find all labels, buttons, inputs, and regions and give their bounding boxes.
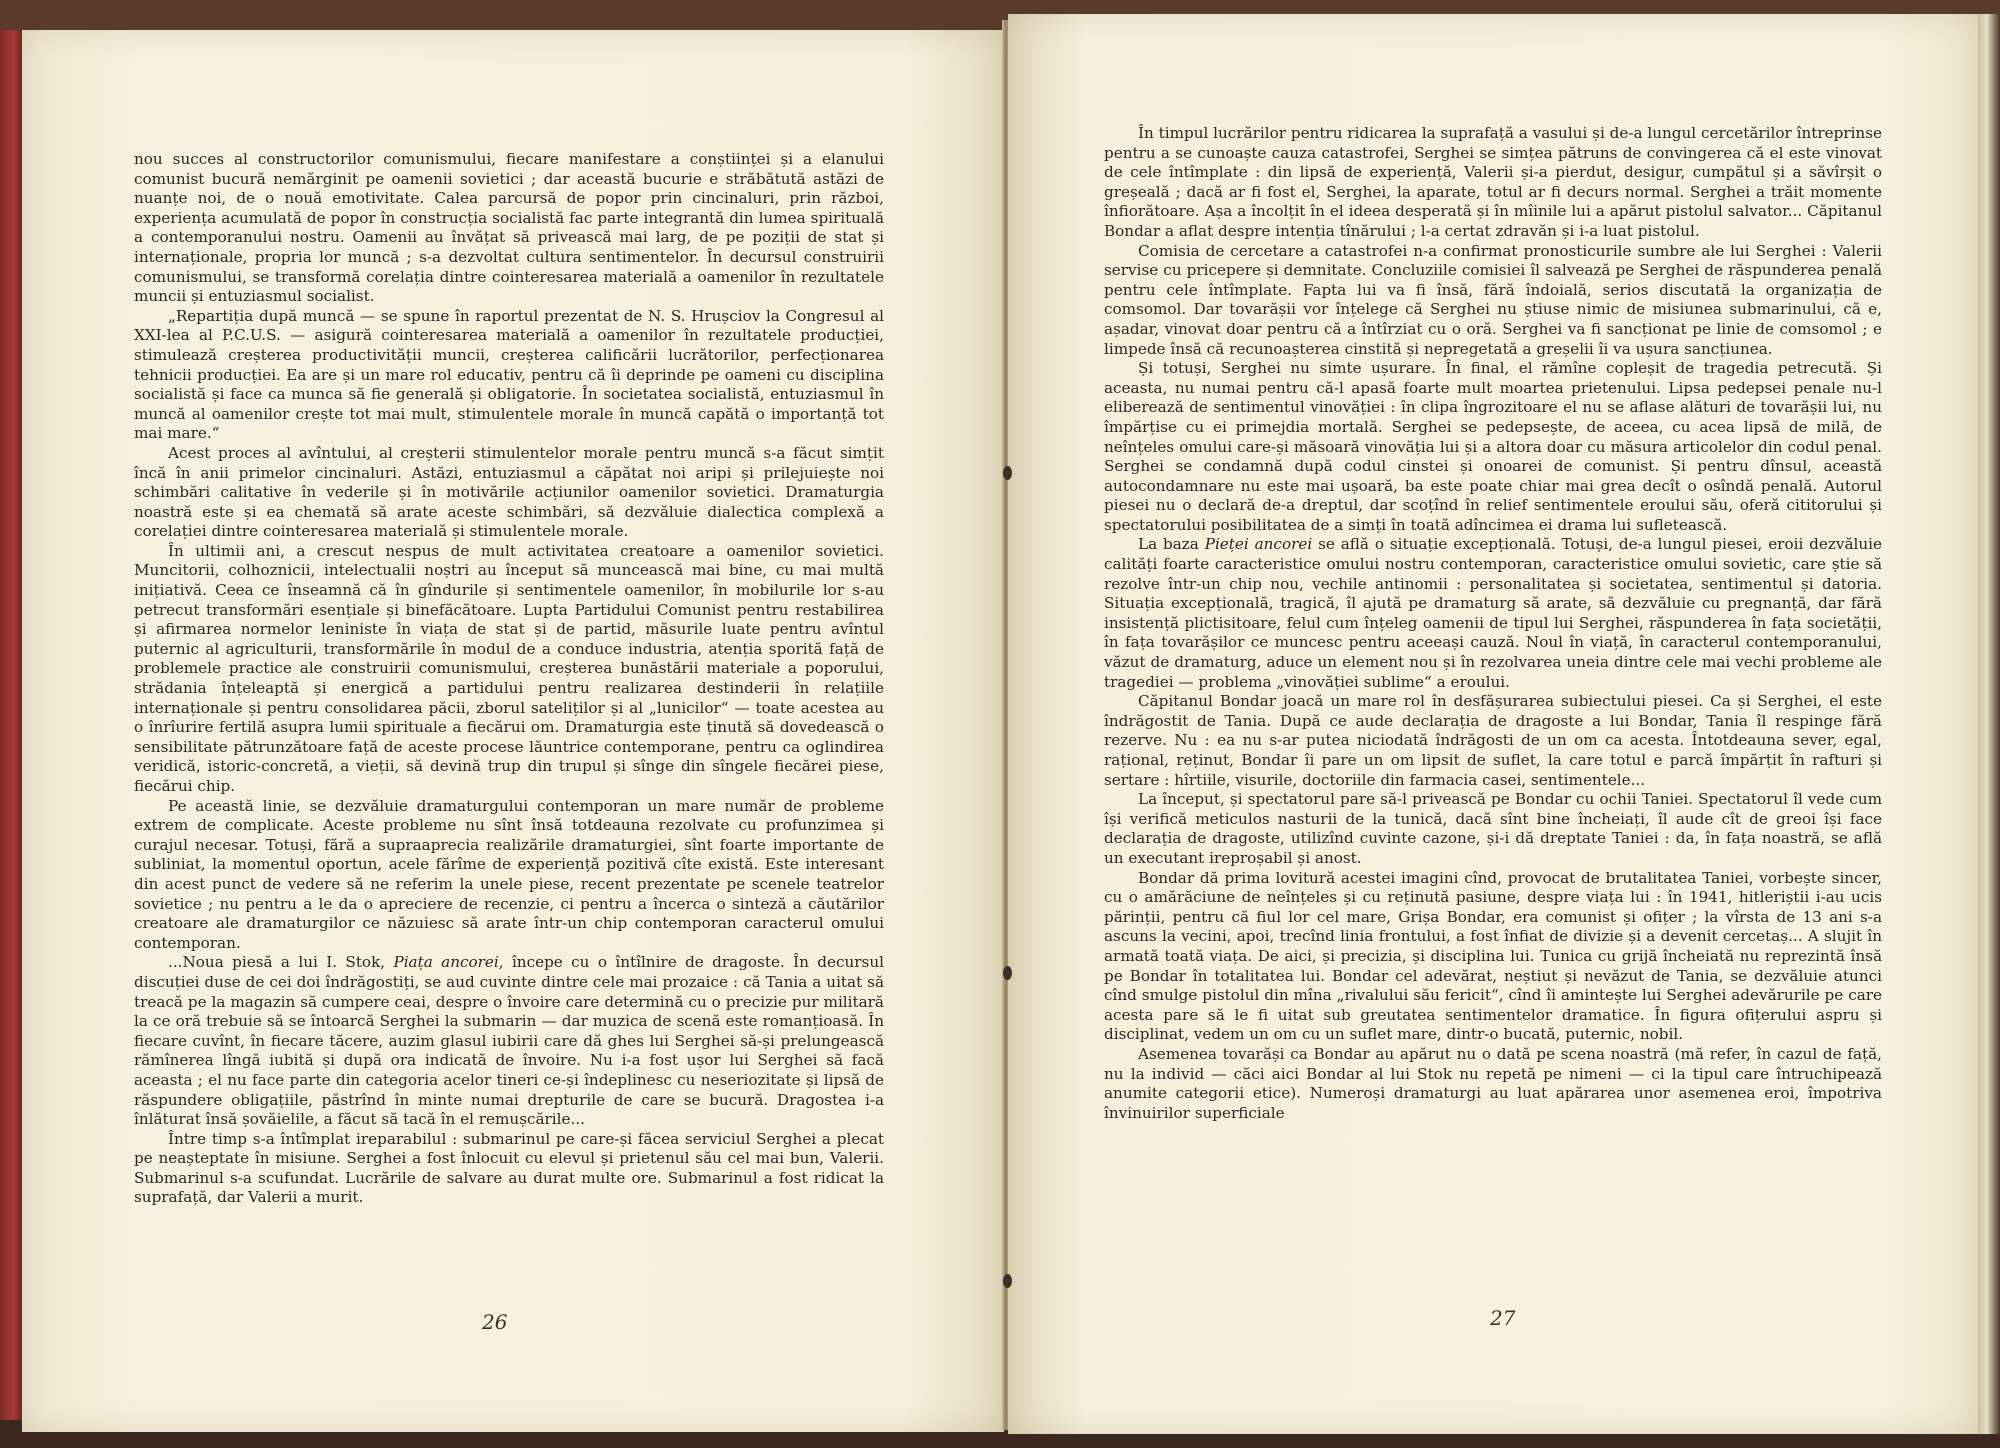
paragraph: Bondar dă prima lovitură acestei imagini cînd, provocat de brutalitatea Taniei, vorbește sincer, cu o amărăciune de neînțeles și cu reținută pasiune, despre viața lui : în 1941, hitleriștii i-au ucis părinții, pentru că fiul lor cel mare, Grișa Bondar, era comunist și ofițer ; la vîrsta de 13 ani s-a ascuns la vecini, apoi, trecînd linia frontului, a fost înfiat de divizie și a devenit cercetaș... A slujit în armată toată viața. De aici, și precizia, și disciplina lui. Tunica cu grijă încheiată nu reprezintă însă pe Bondar în totalitatea lui. Bondar cel adevărat, neștiut și nevăzut de Tania, se dezvăluie atunci cînd smulge pistolul din mîna „rivalului său fericit“, cînd îi amintește lui Serghei adevărurile pe care acesta pare să le fi uitat sub greutatea sentimentelor dramatice. În figura ofițerului aspru și disciplinat, vedem un om cu un suflet mare, dintr-o bucată, puternic, nobil. — [1104, 868, 1882, 1044]
play-title: Pieței ancorei — [1204, 535, 1313, 554]
paragraph: Acest proces al avîntului, al creșterii stimulentelor morale pentru muncă s-a făcut simțit încă în anii primelor cincinaluri. Astăzi, entuziasmul a căpătat noi aripi și prilejuiește noi schimbări calitative în vederile și în motivările acțiunilor oamenilor sovietici. Dramaturgia noastră este și ea chemată să arate aceste schimbări, să dezvăluie dialectica complexă a corelației dintre cointeresarea materială și stimulentele morale. — [134, 443, 884, 541]
page-stack-edge — [1978, 14, 2000, 1434]
paragraph: Asemenea tovarăși ca Bondar au apărut nu o dată pe scena noastră (mă refer, în cazul de față, nu la individ — căci aici Bondar al lui Stok nu repetă pe nimeni — ci la tipul care întruchipează anumite categorii etice). Numeroși dramaturgi au luat apărarea unor asemenea eroi, împotriva învinuirilor superficiale — [1104, 1044, 1882, 1122]
paragraph: La baza Pieței ancorei se află o situație excepțională. Totuși, de-a lungul piesei, eroii dezvăluie calități foarte caracteristice omului nostru contemporan, caracteristice omului sovietic, care știe să rezolve într-un chip nou, vechile antinomii : personalitatea și societatea, sentimentul și datoria. Situația excepțională, tragică, îl ajută pe dramaturg să arate, să dezvăluie cu pregnanță, dar fără insistență plictisitoare, felul cum înțeleg oamenii de tipul lui Serghei, răspunderea în fața societății, în fața tovarășilor ce muncesc pentru aceeași cauză. Noul în viață, în caracterul contemporanului, văzut de dramaturg, aduce un element nou și în rezolvarea uneia dintre cele mai vechi probleme ale tragediei — problema „vinovăției sublime“ a eroului. — [1104, 535, 1882, 691]
paragraph: Între timp s-a întîmplat ireparabilul : submarinul pe care-și făcea serviciul Serghei a plecat pe neașteptate în misiune. Serghei a fost înlocuit cu elevul și prietenul său cel mai bun, Valerii. Submarinul s-a scufundat. Lucrările de salvare au durat multe ore. Submarinul a fost ridicat la suprafață, dar Valerii a murit. — [134, 1129, 884, 1207]
left-page — [22, 30, 1004, 1432]
paragraph: Și totuși, Serghei nu simte ușurare. În final, el rămîne copleșit de tragedia petrecută. Și aceasta, nu numai pentru că-l apasă foarte mult moartea prietenului. Lipsa pedepsei penale nu-l eliberează de sentimentul vinovăției : în clipa îngrozitoare el nu se aflase alături de tovarășii lui, nu împărțise cu ei primejdia mortală. Serghei se pedepsește, de aceea, cu acea lipsă de milă, de neînțeles omului care-și măsoară vinovăția lui și a altora doar cu măsura articolelor din codul penal. Serghei se condamnă după codul cinstei și onoarei de comunist. Și pentru dînsul, această autocondamnare nu este mai ușoară, ba este poate chiar mai grea decît o osîndă penală. Autorul piesei nu o declară de-a dreptul, dar scoțînd în relief sentimentele eroului său, oferă cititorului și spectatorului posibilitatea de a simți în toată adîncimea ei drama lui sufletească. — [1104, 359, 1882, 534]
paragraph: nou succes al constructorilor comunismului, fiecare manifestare a conștiinței și a elanului comunist bucură nemărginit pe oamenii sovietici ; dar această bucurie e străbătută astăzi de nuanțe noi, de o nouă emotivitate. Calea parcursă de popor prin cincinaluri, prin război, experiența acumulată de popor în construcția socialistă fac parte integrantă din lumea spirituală a contemporanului nostru. Oamenii au învățat să privească mai larg, de pe poziții de stat și internaționale, propria lor muncă ; s-a dezvoltat cultura sentimentelor. În decursul construirii comunismului, se transformă corelația dintre cointeresarea materială a oamenilor în rezultatele muncii și entuziasmul socialist. — [134, 150, 884, 306]
page-number: 27 — [1490, 1306, 1516, 1330]
paragraph: La început, și spectatorul pare să-l privească pe Bondar cu ochii Taniei. Spectatorul îl vede cum își verifică meticulos nasturii de la tunică, dacă sînt bine încheiați, îl aude cît de greoi își face declarația de dragoste, utilizînd cuvinte cazone, și-i dă dreptate Taniei : da, în fața noastră, se află un executant ireproșabil și anost. — [1104, 790, 1882, 867]
binding-thread-mark — [1003, 966, 1012, 980]
right-page — [1008, 14, 1978, 1434]
page-number: 26 — [482, 1310, 508, 1334]
paragraph: ...Noua piesă a lui I. Stok, Piața ancorei, începe cu o întîlnire de dragoste. În decursul discuției duse de cei doi îndrăgostiți, se aud cuvinte dintre cele mai prozaice : că Tania a uitat să treacă pe la magazin să cumpere ceai, despre o învoire care determină cu o precizie pur militară la ce oră trebuie să se întoarcă Serghei la submarin — dar muzica de scenă este romanțioasă. În fiecare cuvînt, în fiecare tăcere, auzim glasul iubirii care dă ghes lui Serghei să-și prelungească rămînerea lîngă iubită și după ora indicată de învoire. Nu i-a fost ușor lui Serghei să facă aceasta ; el nu face parte din categoria acelor tineri ce-și îndeplinesc cu neseriozitate și lipsă de răspundere obligațiile, păstrînd în minte numai drepturile de care se bucură. Dragostea i-a înlăturat însă șovăielile, a făcut să tacă în el remușcările... — [134, 953, 884, 1129]
binding-thread-mark — [1003, 1274, 1012, 1288]
paragraph: Căpitanul Bondar joacă un mare rol în desfășurarea subiectului piesei. Ca și Serghei, el este îndrăgostit de Tania. După ce aude declarația de dragoste a lui Bondar, Tania îl respinge fără rezerve. Nu : ea nu s-ar putea niciodată îndrăgosti de un om ca acesta. Întotdeauna sever, egal, rațional, reținut, Bondar îi pare un om lipsit de suflet, la care totul e parcă împărțit în rafturi și sertare : hîrtiile, visurile, doctoriile din farmacia casei, sentimentele... — [1104, 692, 1882, 789]
right-page-text — [1104, 124, 1882, 1123]
paragraph: Pe această linie, se dezvăluie dramaturgului contemporan un mare număr de probleme extrem de complicate. Aceste probleme nu sînt însă totdeauna rezolvate cu profunzimea și curajul necesar. Totuși, fără a supraaprecia realizările dramaturgiei, sînt foarte importante de subliniat, la momentul oportun, acele fărîme de experiență pozitivă cîte există. Este interesant din acest punct de vedere să ne referim la unele piese, recent prezentate pe scenele teatrelor sovietice ; nu pentru a le da o apreciere de recenzie, ci pentru a încerca o sinteză a căutărilor creatoare ale dramaturgilor ce năzuiesc să arate într-un chip contemporan caracterul omului contemporan. — [134, 796, 884, 952]
left-page-text — [134, 150, 884, 1208]
play-title: Piața ancorei — [393, 953, 499, 972]
book-cover-edge — [0, 30, 22, 1420]
paragraph: Comisia de cercetare a catastrofei n-a confirmat pronosticurile sumbre ale lui Serghei : Valerii servise cu pricepere și demnitate. Concluziile comisiei îl salvează pe Serghei de răspunderea penală pentru cele întîmplate. Fapta lui va fi însă, fără îndoială, serios discutată la organizația de comsomol. Dar tovarășii vor înțelege că Serghei nu știuse nimic de misiunea submarinului, că e, așadar, vinovat doar pentru că a întîrziat cu o oră. Serghei va fi sancționat pe linie de comsomol ; e limpede însă că recunoașterea cinstită și nepregetată a greșelii îi va ușura sancțiunea. — [1104, 241, 1882, 358]
binding-thread-mark — [1003, 466, 1012, 480]
paragraph: „Repartiția după muncă — se spune în raportul prezentat de N. S. Hrușciov la Congresul al XXI-lea al P.C.U.S. — asigură cointeresarea materială a oamenilor în rezultatele producției, stimulează creșterea productivității muncii, creșterea calificării lucrătorilor, perfecționarea tehnicii producției. Ea are și un mare rol educativ, pentru că îi deprinde pe oameni cu disciplina socialistă și face ca munca să fie generală și obligatorie. În societatea socialistă, entuziasmul în muncă al oamenilor crește tot mai mult, stimulentele morale în muncă capătă o importanță tot mai mare.“ — [134, 306, 884, 443]
paragraph: În ultimii ani, a crescut nespus de mult activitatea creatoare a oamenilor sovietici. Muncitorii, colhoznicii, intelectualii noștri au început să muncească mai bine, cu mai multă inițiativă. Ceea ce înseamnă că în gîndurile și sentimentele oamenilor, în mobilurile lor s-au petrecut transformări esențiale și binefăcătoare. Lupta Partidului Comunist pentru restabilirea și afirmarea normelor leniniste în viața de stat și de partid, măsurile luate pentru avîntul puternic al agriculturii, transformările în modul de a conduce industria, atenția sporită față de problemele practice ale construirii comunismului, creșterea bunăstării materiale a poporului, strădania înțeleaptă și energică a partidului pentru realizarea destinderii în relațiile internaționale și pentru consolidarea păcii, zborul sateliților și al „lunicilor“ — toate acestea au o înrîurire fertilă asupra lumii spirituale a fiecărui om. Dramaturgia este ținută să dovedească o sensibilitate pătrunzătoare față de aceste procese lăuntrice contemporane, pentru ca oglindirea veridică, istoric-concretă, a vieții, să devină trup din trupul și sînge din sîngele fiecărei piese, fiecărui chip. — [134, 541, 884, 795]
paragraph: În timpul lucrărilor pentru ridicarea la suprafață a vasului și de-a lungul cercetărilor întreprinse pentru a se cunoaște cauza catastrofei, Serghei se simțea pătruns de convingerea că el este vinovat de cele întîmplate : din lipsă de experiență, Valerii și-a pierdut, desigur, cumpătul și a săvîrșit o greșeală ; dacă ar fi fost el, Serghei, la aparate, totul ar fi decurs normal. Serghei a trăit momente înfiorătoare. Așa a încolțit în el ideea desperată și în mîinile lui a apărut pistolul salvator... Căpitanul Bondar a aflat despre intenția tînărului ; l-a certat zdravăn și i-a luat pistolul. — [1104, 124, 1882, 240]
